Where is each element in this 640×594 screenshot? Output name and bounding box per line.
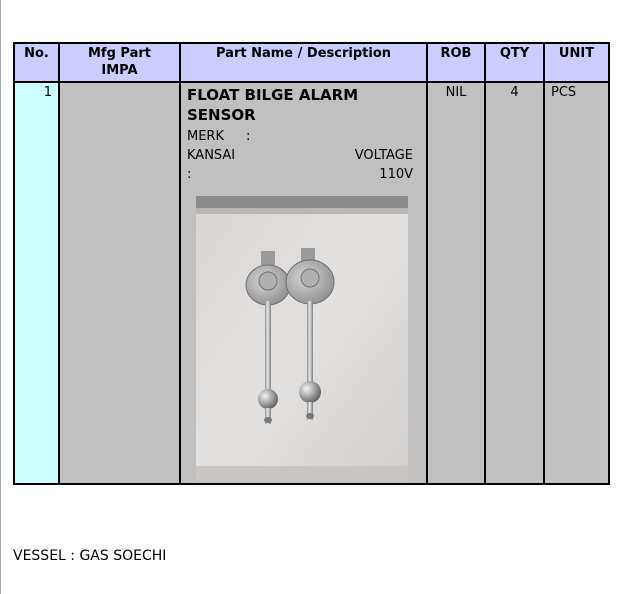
cell-mfg-part [59, 82, 180, 484]
cell-description [180, 82, 427, 484]
header-description: Part Name / Description [180, 43, 427, 82]
header-no: No. [14, 43, 59, 82]
header-qty: QTY [485, 43, 544, 82]
header-mfg-part-line1: Mfg Part [87, 46, 151, 61]
desc-voltage: VOLTAGE [354, 148, 413, 163]
header-mfg-part [59, 43, 180, 82]
part-name: FLOAT BILGE ALARM SENSOR [187, 86, 359, 124]
cell-rob: NIL [427, 82, 485, 484]
part-description [187, 127, 413, 184]
table-row [14, 82, 609, 484]
cell-unit: PCS [544, 82, 609, 484]
parts-table [13, 42, 610, 485]
cell-qty: 4 [485, 82, 544, 484]
desc-line-merk [187, 127, 413, 146]
desc-volt-value: : 110V [187, 167, 413, 182]
header-rob: ROB [427, 43, 485, 82]
desc-kansai: KANSAI [187, 148, 236, 163]
desc-merk: MERK [187, 129, 224, 144]
header-unit: UNIT [544, 43, 609, 82]
desc-colon: : [246, 129, 251, 144]
header-mfg-part-line2: IMPA [101, 63, 138, 78]
left-page-rule [0, 0, 1, 594]
table-header-row [14, 43, 609, 82]
float-bilge-alarm-sensor-photo [196, 196, 408, 481]
desc-line-kansai [187, 146, 413, 165]
vessel-name: VESSEL : GAS SOECHI [13, 548, 167, 564]
cell-no: 1 [14, 82, 59, 484]
